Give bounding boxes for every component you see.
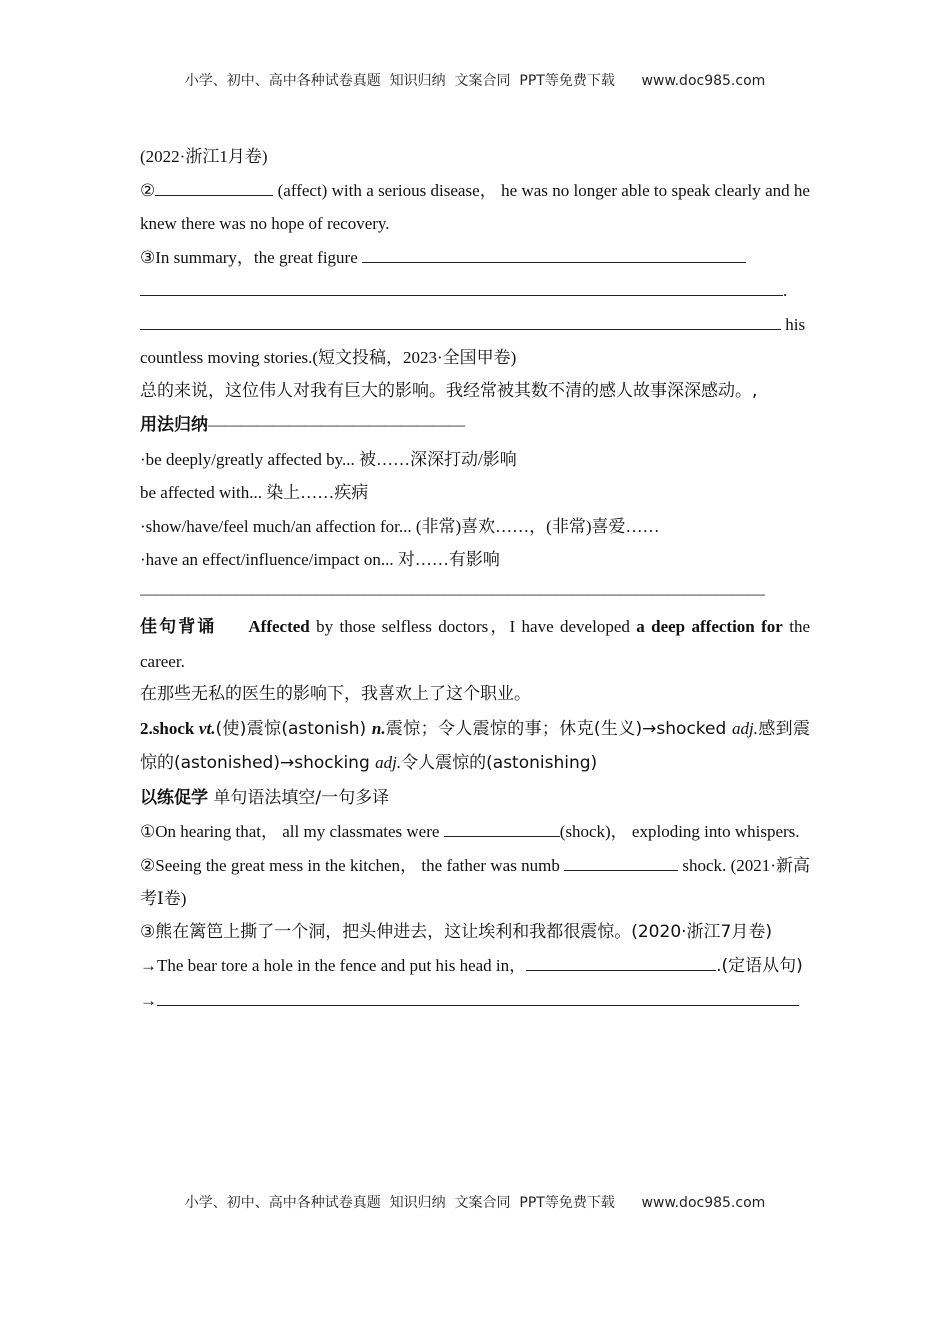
document-body bbox=[140, 140, 810, 1017]
question-text: ①On hearing that， all my classmates were bbox=[140, 822, 444, 841]
answer-blank[interactable] bbox=[526, 950, 716, 971]
question-text: ②Seeing the great mess in the kitchen， the father was numb bbox=[140, 855, 565, 875]
question-text: (affect) with a serious disease， he was no longer able to speak clearly and he knew there was no hope of recovery. bbox=[140, 180, 810, 233]
usage-end-divider: ——————————————————————————————————————— bbox=[140, 583, 764, 603]
practice-description: 单句语法填空/一句多译 bbox=[208, 787, 390, 808]
source-note: (2022·浙江1月卷) bbox=[140, 147, 268, 166]
question-3-chinese: 总的来说，这位伟人对我有巨大的影响。我经常被其数不清的感人故事深深感动。, bbox=[140, 380, 758, 401]
practice-3-english bbox=[140, 949, 810, 984]
answer-blank[interactable] bbox=[564, 850, 678, 871]
practice-label: 以练促学 bbox=[140, 787, 208, 808]
question-2 bbox=[140, 174, 810, 241]
example-text: the career. bbox=[140, 617, 810, 671]
practice-1 bbox=[140, 815, 810, 849]
definition: (使)震惊(astonish) bbox=[215, 718, 372, 739]
usage-item: ·have an effect/influence/impact on... 对……有影响 bbox=[140, 550, 500, 569]
divider: ———————————————— bbox=[208, 415, 464, 434]
part-of-speech: adj. bbox=[732, 718, 759, 738]
usage-item: ·show/have/feel much/an affection for... (非常)喜欢……，(非常)喜爱…… bbox=[140, 516, 660, 536]
answer-blank[interactable] bbox=[140, 275, 783, 296]
answer-blank[interactable] bbox=[140, 309, 781, 330]
practice-3-translation bbox=[140, 984, 810, 1018]
example-label: 佳句背诵 bbox=[140, 617, 217, 637]
usage-heading bbox=[140, 408, 810, 443]
question-text: shock. (2021·新高考Ⅰ卷) bbox=[140, 855, 810, 908]
question-3-line-3 bbox=[140, 308, 810, 342]
question-3 bbox=[140, 241, 810, 275]
page-header: 小学、初中、高中各种试卷真题 知识归纳 文案合同 PPT等免费下载 www.doc985.com bbox=[184, 73, 766, 89]
arrow: → bbox=[140, 990, 157, 1010]
question-3-end: countless moving stories.(短文投稿，2023·全国甲卷) bbox=[140, 348, 517, 367]
practice-3-chinese: ③熊在篱笆上撕了一个洞，把头伸进去，这让埃利和我都很震惊。(2020·浙江7月卷) bbox=[140, 921, 772, 942]
answer-blank[interactable] bbox=[155, 175, 273, 196]
punctuation: . bbox=[783, 281, 788, 300]
question-number: ② bbox=[140, 180, 156, 200]
practice-2 bbox=[140, 849, 810, 916]
usage-item: be affected with... 染上……疾病 bbox=[140, 483, 369, 502]
answer-blank[interactable] bbox=[362, 242, 746, 263]
bold-phrase: Affected bbox=[248, 617, 310, 636]
bold-phrase: a deep affection for bbox=[636, 617, 783, 636]
headword: shock bbox=[152, 718, 195, 738]
question-text: →The bear tore a hole in the fence and put his head in， bbox=[140, 956, 527, 975]
question-text: .(定语从句) bbox=[716, 956, 803, 976]
part-of-speech: vt. bbox=[198, 718, 216, 738]
usage-item: ·be deeply/greatly affected by... 被……深深打动/影响 bbox=[140, 449, 517, 469]
example-text: by those selfless doctors，I have developed bbox=[309, 617, 637, 636]
practice-heading bbox=[140, 781, 810, 816]
question-3-line-2 bbox=[140, 274, 810, 308]
usage-title: 用法归纳 bbox=[140, 415, 208, 435]
question-text: (shock)， exploding into whispers. bbox=[559, 822, 800, 841]
definition: 震惊；令人震惊的事；休克(生义)→shocked bbox=[385, 718, 733, 739]
question-text: ③In summary，the great figure bbox=[140, 247, 363, 267]
entry-number: 2. bbox=[140, 718, 153, 738]
question-text: his bbox=[781, 314, 806, 334]
answer-blank[interactable] bbox=[444, 816, 560, 837]
part-of-speech: n. bbox=[371, 718, 386, 738]
part-of-speech: adj. bbox=[375, 753, 402, 772]
example-chinese: 在那些无私的医生的影响下，我喜欢上了这个职业。 bbox=[140, 684, 531, 704]
example-sentence bbox=[140, 610, 810, 678]
word-entry-shock bbox=[140, 712, 810, 781]
page-footer: 小学、初中、高中各种试卷真题 知识归纳 文案合同 PPT等免费下载 www.doc985.com bbox=[184, 1195, 766, 1211]
definition: 令人震惊的(astonishing) bbox=[401, 753, 598, 773]
answer-blank[interactable] bbox=[157, 985, 799, 1006]
definition: 感到震惊的(astonished)→shocking bbox=[140, 718, 811, 773]
